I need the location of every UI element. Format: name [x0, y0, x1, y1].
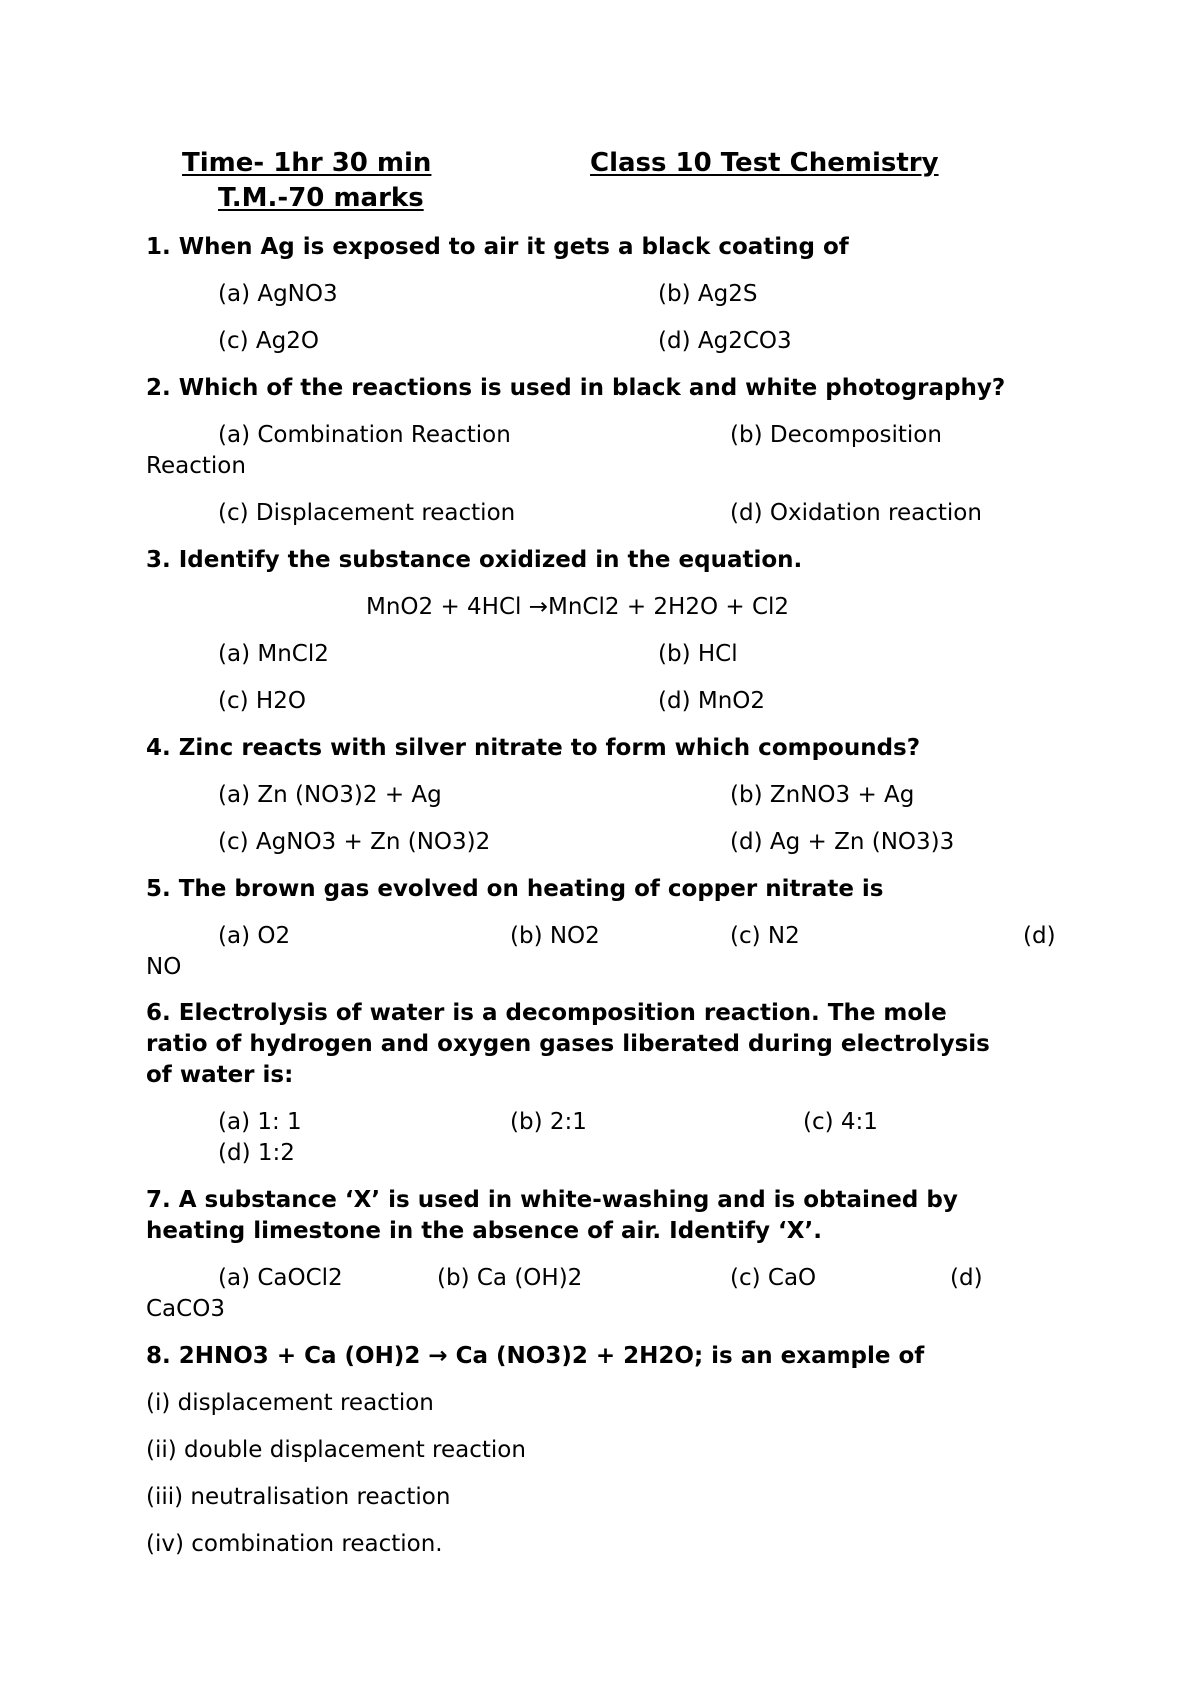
q6-option-b: (b) 2:1: [510, 1109, 587, 1135]
total-marks-label: T.M.-70 marks: [218, 183, 424, 213]
q1-option-d: (d) Ag2CO3: [658, 328, 792, 354]
q8-option-iv: (iv) combination reaction.: [146, 1531, 443, 1557]
q7-option-d-wrap: CaCO3: [146, 1296, 225, 1322]
q2-option-c: (c) Displacement reaction: [218, 500, 516, 526]
q8-option-iii: (iii) neutralisation reaction: [146, 1484, 451, 1510]
question-3: 3. Identify the substance oxidized in the equation.: [146, 547, 803, 573]
q5-option-b: (b) NO2: [510, 923, 600, 949]
question-6-line-1: 6. Electrolysis of water is a decomposition reaction. The mole: [146, 1000, 947, 1026]
q2-option-b-wrap: Reaction: [146, 453, 246, 479]
q7-option-a: (a) CaOCl2: [218, 1265, 343, 1291]
question-8: 8. 2HNO3 + Ca (OH)2 → Ca (NO3)2 + 2H2O; is an example of: [146, 1343, 925, 1369]
q6-option-d: (d) 1:2: [218, 1140, 295, 1166]
q6-option-a: (a) 1: 1: [218, 1109, 302, 1135]
q2-option-b: (b) Decomposition: [730, 422, 942, 448]
question-1: 1. When Ag is exposed to air it gets a black coating of: [146, 234, 849, 260]
q4-option-b: (b) ZnNO3 + Ag: [730, 782, 915, 808]
q1-option-b: (b) Ag2S: [658, 281, 758, 307]
q8-option-ii: (ii) double displacement reaction: [146, 1437, 526, 1463]
q3-equation: MnO2 + 4HCl →MnCl2 + 2H2O + Cl2: [366, 594, 790, 620]
question-6-line-2: ratio of hydrogen and oxygen gases liberated during electrolysis: [146, 1031, 990, 1057]
q2-option-a: (a) Combination Reaction: [218, 422, 511, 448]
q4-option-d: (d) Ag + Zn (NO3)3: [730, 829, 955, 855]
q4-option-a: (a) Zn (NO3)2 + Ag: [218, 782, 442, 808]
q5-option-c: (c) N2: [730, 923, 800, 949]
q7-option-b: (b) Ca (OH)2: [437, 1265, 583, 1291]
q5-option-d: (d): [1023, 923, 1056, 949]
q3-option-d: (d) MnO2: [658, 688, 766, 714]
question-4: 4. Zinc reacts with silver nitrate to form which compounds?: [146, 735, 921, 761]
paper-title: Class 10 Test Chemistry: [590, 148, 939, 178]
q5-option-a: (a) O2: [218, 923, 291, 949]
q3-option-a: (a) MnCl2: [218, 641, 329, 667]
q5-option-d-wrap: NO: [146, 954, 182, 980]
question-6-line-3: of water is:: [146, 1062, 294, 1088]
q2-option-d: (d) Oxidation reaction: [730, 500, 982, 526]
q8-option-i: (i) displacement reaction: [146, 1390, 434, 1416]
q3-option-c: (c) H2O: [218, 688, 306, 714]
q7-option-c: (c) CaO: [730, 1265, 817, 1291]
q4-option-c: (c) AgNO3 + Zn (NO3)2: [218, 829, 491, 855]
time-label: Time- 1hr 30 min: [182, 148, 432, 178]
q1-option-a: (a) AgNO3: [218, 281, 338, 307]
question-7-line-2: heating limestone in the absence of air. Identify ‘X’.: [146, 1218, 822, 1244]
question-5: 5. The brown gas evolved on heating of copper nitrate is: [146, 876, 884, 902]
question-7-line-1: 7. A substance ‘X’ is used in white-washing and is obtained by: [146, 1187, 958, 1213]
q1-option-c: (c) Ag2O: [218, 328, 319, 354]
q3-option-b: (b) HCl: [658, 641, 738, 667]
question-2: 2. Which of the reactions is used in black and white photography?: [146, 375, 1006, 401]
q7-option-d: (d): [950, 1265, 983, 1291]
q6-option-c: (c) 4:1: [803, 1109, 878, 1135]
